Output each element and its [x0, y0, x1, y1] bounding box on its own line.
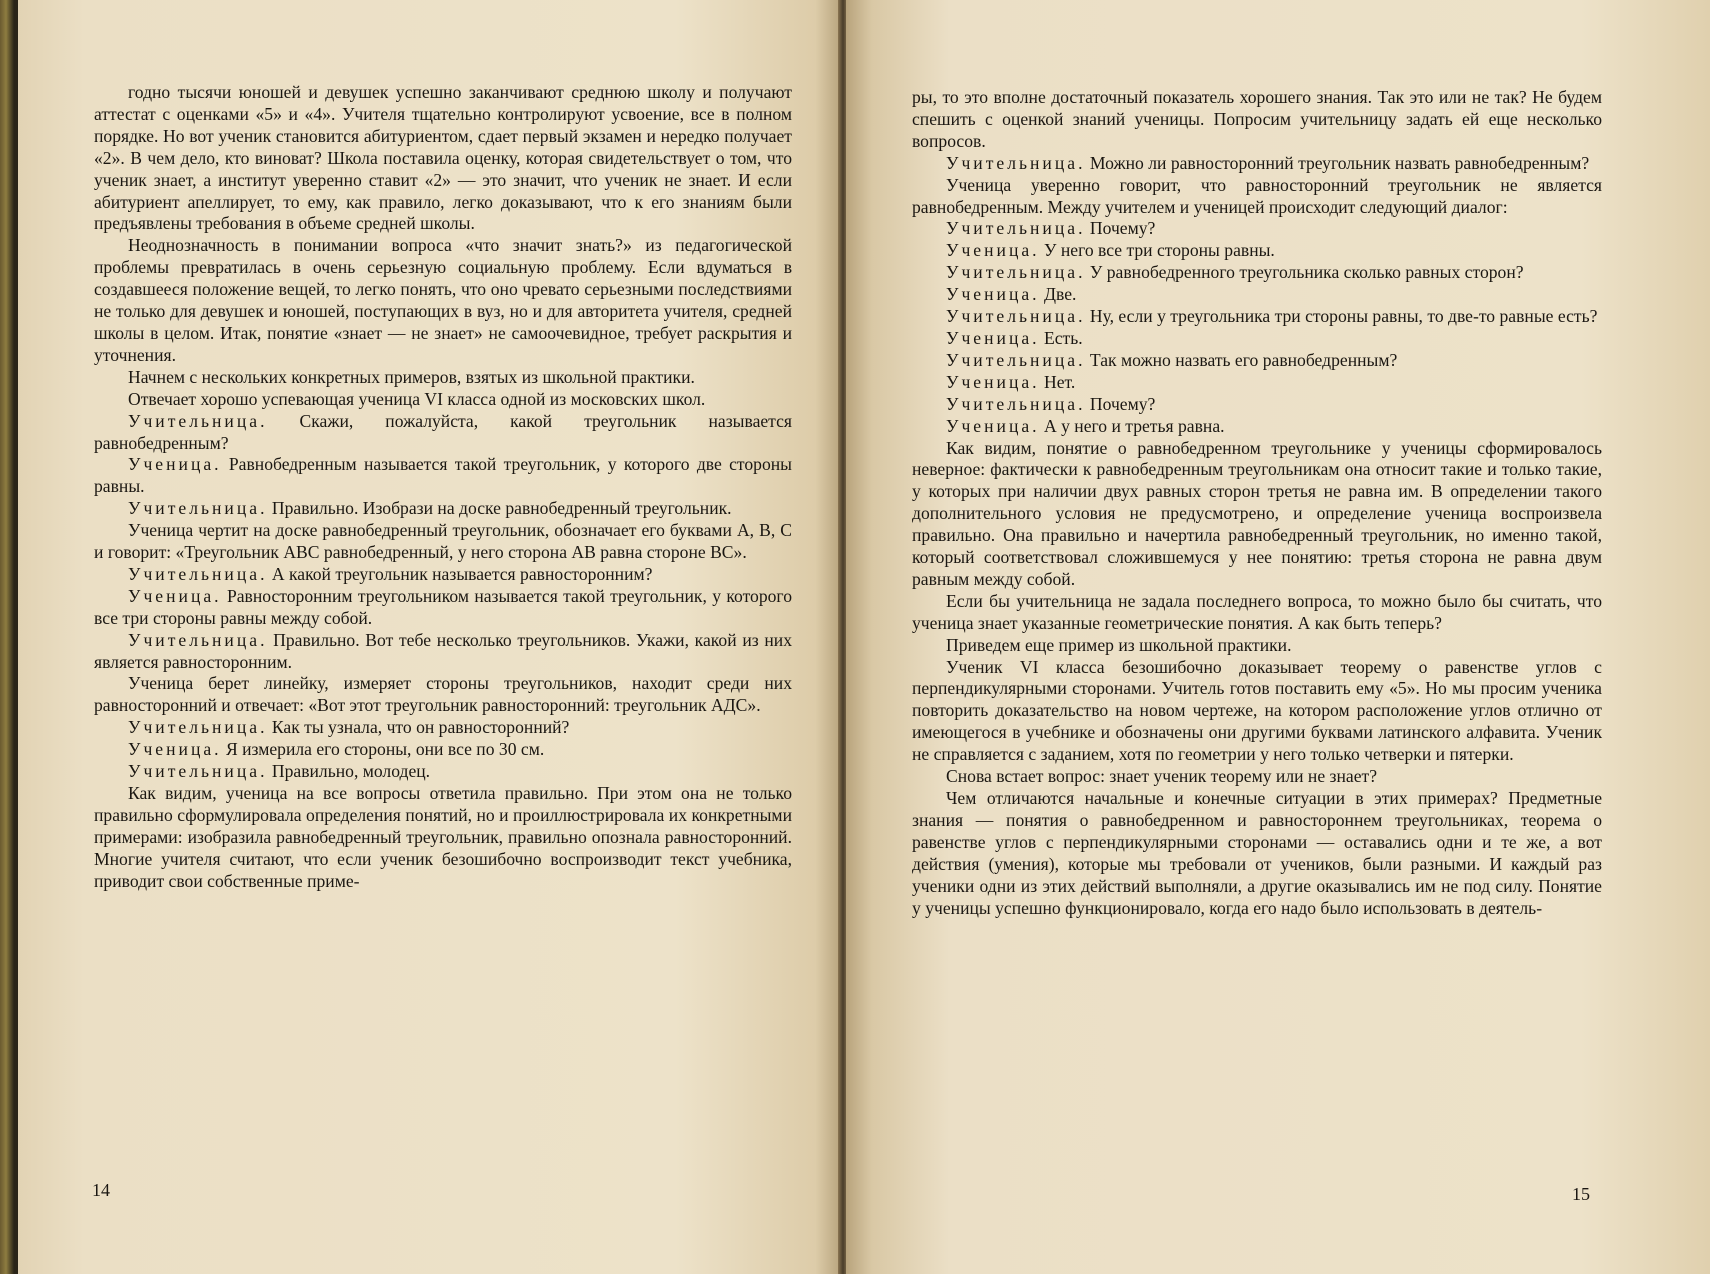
paragraph-text: А у него и третья равна.: [1043, 415, 1225, 436]
paragraph: [912, 635, 1602, 657]
paragraph-text: Правильно. Вот тебе несколько треугольников. Укажи, какой из них является равносторонним.: [94, 629, 792, 672]
paragraph-text: У равнобедренного треугольника сколько равных сторон?: [1089, 262, 1524, 283]
dialogue-line: [912, 372, 1602, 394]
dialogue-line: [912, 153, 1602, 175]
speaker-label: Учительница.: [128, 563, 268, 584]
paragraph-text: Начнем с нескольких конкретных примеров, взятых из школьной практики.: [128, 366, 695, 387]
paragraph: [912, 87, 1602, 153]
paragraph-text: Равнобедренным называется такой треугольник, у которого две стороны равны.: [94, 454, 792, 497]
speaker-label: Учительница.: [946, 218, 1086, 239]
paragraph-text: Нет.: [1043, 371, 1076, 392]
paragraph-text: Приведем еще пример из школьной практики.: [946, 634, 1292, 655]
dialogue-line: [912, 328, 1602, 350]
dialogue-line: [94, 761, 792, 783]
dialogue-line: [912, 306, 1602, 328]
paragraph: [912, 657, 1602, 767]
paragraph-text: Две.: [1043, 284, 1077, 305]
speaker-label: Учительница.: [946, 152, 1086, 173]
paragraph: [94, 367, 792, 389]
paragraph-text: Как видим, понятие о равнобедренном треугольнике у ученицы сформировалось неверное: фактически к равнобедренным треугольникам она относит такие и только такие, у которых при наличии двух равных сторон третья не равна им. В определении такого дополнительного условия не предусмотрено, и определение ученица воспроизвела правильно. Она правильно и начертила равнобедренный треугольник, но именно такой, который соответствовал сложившемуся у нее понятию: третья сторона не равна двум равным между собой.: [912, 437, 1602, 589]
paragraph-text: годно тысячи юношей и девушек успешно заканчивают среднюю школу и получают аттестат с оценками «5» и «4». Учителя тщательно контролируют усвоение, все в полном порядке. Но вот ученик становится абитуриентом, сдает первый экзамен и нередко получает «2». В чем дело, кто виноват? Школа поставила оценку, которая свидетельствует о том, что ученик знает, а институт уверенно ставит «2» — это значит, что ученик не знает. И если абитуриент апеллирует, то ему, как правило, легко доказывают, что к его знаниям были предъявлены требования в объеме средней школы.: [94, 82, 792, 234]
paragraph: [94, 82, 792, 235]
dialogue-line: [94, 586, 792, 630]
dialogue-line: [912, 394, 1602, 416]
dialogue-line: [94, 454, 792, 498]
dialogue-line: [94, 630, 792, 674]
speaker-label: Учительница.: [946, 393, 1086, 414]
paragraph: [94, 389, 792, 411]
speaker-label: Учительница.: [128, 717, 268, 738]
speaker-label: Учительница.: [946, 262, 1086, 283]
paragraph-text: Скажи, пожалуйста, какой треугольник называется равнобедренным?: [94, 410, 792, 453]
dialogue-line: [94, 411, 792, 455]
paragraph-text: Правильно, молодец.: [271, 761, 431, 782]
speaker-label: Учительница.: [128, 629, 268, 650]
paragraph: [94, 783, 792, 893]
dialogue-line: [912, 218, 1602, 240]
paragraph: [94, 235, 792, 366]
paragraph-text: Равносторонним треугольником называется такой треугольник, у которого все три стороны равны между собой.: [94, 585, 793, 628]
left-page: [18, 0, 840, 1274]
paragraph-text: Почему?: [1089, 393, 1156, 414]
paragraph-text: Ученица берет линейку, измеряет стороны треугольников, находит среди них равносторонний и отвечает: «Вот этот треугольник равносторонний: треугольник АДС».: [94, 673, 792, 716]
page-number-right: 15: [1572, 1184, 1590, 1204]
speaker-label: Ученица.: [946, 284, 1040, 305]
paragraph: [94, 673, 792, 717]
dialogue-line: [912, 240, 1602, 262]
speaker-label: Учительница.: [128, 410, 268, 431]
speaker-label: Учительница.: [128, 498, 268, 519]
paragraph-text: Как видим, ученица на все вопросы ответила правильно. При этом она не только правильно сформулировала определения понятий, но и проиллюстрировала их конкретными примерами: изобразила равнобедренный треугольник, правильно опознала равносторонний. Многие учителя считают, что если ученик безошибочно воспроизводит текст учебника, приводит свои собственные приме-: [94, 783, 792, 891]
paragraph-text: Отвечает хорошо успевающая ученица VI класса одной из московских школ.: [128, 388, 706, 409]
speaker-label: Учительница.: [946, 306, 1086, 327]
dialogue-line: [94, 739, 792, 761]
dialogue-line: [94, 564, 792, 586]
speaker-label: Учительница.: [946, 349, 1086, 370]
speaker-label: Ученица.: [946, 240, 1040, 261]
paragraph-text: Ученик VI класса безошибочно доказывает теорему о равенстве углов с перпендикулярными сторонами. Учитель готов поставить ему «5». Но мы просим ученика повторить доказательство на новом чертеже, на котором расположение углов отлично от имеющегося в учебнике и обозначены они другими буквами латинского алфавита. Ученик не справляется с заданием, хотя по геометрии у него только четверки и пятерки.: [912, 656, 1602, 765]
paragraph-text: Снова встает вопрос: знает ученик теорему или не знает?: [946, 766, 1378, 787]
right-page-text: [912, 87, 1602, 919]
paragraph: [94, 520, 792, 564]
right-page: [846, 0, 1710, 1274]
paragraph-text: Как ты узнала, что он равносторонний?: [271, 717, 570, 738]
paragraph: [912, 766, 1602, 788]
paragraph-text: ры, то это вполне достаточный показатель хорошего знания. Так это или не так? Не будем спешить с оценкой знаний ученицы. Попросим учительницу задать ей еще несколько вопросов.: [912, 87, 1602, 151]
speaker-label: Ученица.: [128, 739, 222, 760]
paragraph-text: Так можно назвать его равнобедренным?: [1089, 349, 1398, 370]
paragraph: [912, 438, 1602, 591]
paragraph-text: Ученица уверенно говорит, что равносторонний треугольник не является равнобедренным. Между учителем и ученицей происходит следующий диалог:: [912, 174, 1602, 217]
speaker-label: Ученица.: [128, 585, 222, 606]
dialogue-line: [912, 350, 1602, 372]
paragraph: [912, 788, 1602, 919]
paragraph-text: Есть.: [1043, 327, 1083, 348]
dialogue-line: [912, 284, 1602, 306]
dialogue-line: [94, 498, 792, 520]
left-page-text: [94, 82, 792, 893]
paragraph-text: Правильно. Изобрази на доске равнобедренный треугольник.: [271, 498, 732, 519]
paragraph: [912, 175, 1602, 219]
paragraph-text: Неоднозначность в понимании вопроса «что значит знать?» из педагогической проблемы превратилась в очень серьезную социальную проблему. Если вдуматься в создавшееся положение вещей, то легко понять, что оно чревато серьезными последствиями не только для девушек и юношей, поступающих в вуз, но и для авторитета учителя, средней школы в целом. Итак, понятие «знает — не знает» не самоочевидное, требует раскрытия и уточнения.: [94, 235, 792, 365]
paragraph-text: У него все три стороны равны.: [1043, 240, 1275, 261]
dialogue-line: [94, 717, 792, 739]
speaker-label: Ученица.: [946, 327, 1040, 348]
page-number-left: 14: [92, 1180, 110, 1200]
paragraph-text: Чем отличаются начальные и конечные ситуации в этих примерах? Предметные знания — понятия о равнобедренном и равностороннем треугольниках, теорема о равенстве углов с перпендикулярными сторонами — оставались одни и те же, а вот действия (умения), которые мы требовали от учеников, были разными. И каждый раз ученики одни из этих действий выполняли, а другие оказывались им не под силу. Понятие у ученицы успешно функционировало, когда его надо было использовать в деятель-: [912, 788, 1602, 918]
speaker-label: Ученица.: [946, 371, 1040, 392]
speaker-label: Ученица.: [128, 454, 222, 475]
paragraph-text: Если бы учительница не задала последнего вопроса, то можно было бы считать, что ученица знает указанные геометрические понятия. А как быть теперь?: [912, 590, 1602, 633]
paragraph-text: Ученица чертит на доске равнобедренный треугольник, обозначает его буквами A, B, C и говорит: «Треугольник ABC равнобедренный, у него сторона AB равна стороне BC».: [94, 520, 792, 563]
paragraph-text: Почему?: [1089, 218, 1156, 239]
paragraph-text: Можно ли равносторонний треугольник назвать равнобедренным?: [1089, 152, 1590, 173]
paragraph: [912, 591, 1602, 635]
dialogue-line: [912, 416, 1602, 438]
paragraph-text: Ну, если у треугольника три стороны равны, то две-то равные есть?: [1089, 306, 1598, 327]
speaker-label: Учительница.: [128, 761, 268, 782]
paragraph-text: А какой треугольник называется равносторонним?: [271, 563, 653, 584]
paragraph-text: Я измерила его стороны, они все по 30 см.: [225, 739, 545, 760]
dialogue-line: [912, 262, 1602, 284]
speaker-label: Ученица.: [946, 415, 1040, 436]
